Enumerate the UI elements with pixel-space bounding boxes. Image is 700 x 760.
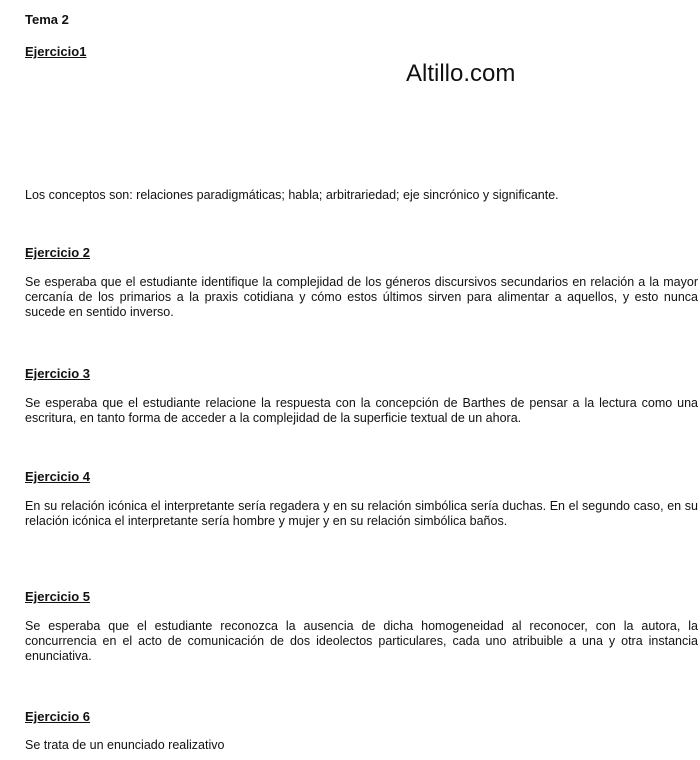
exercise-5-heading: Ejercicio 5 [25, 589, 91, 604]
exercise-6-heading: Ejercicio 6 [25, 709, 91, 724]
exercise-3-text: Se esperaba que el estudiante relacione la respuesta con la concepción de Barthes de pensar a la lectura como una escritura, en tanto forma de acceder a la complejidad de la superficie textual de un ahora. [25, 396, 698, 425]
exercise-6-text: Se trata de un enunciado realizativo [25, 738, 225, 752]
exercise-3-heading: Ejercicio 3 [25, 366, 91, 381]
exercise-1-text: Los conceptos son: relaciones paradigmáticas; habla; arbitrariedad; eje sincrónico y significante. [25, 188, 559, 202]
watermark-text: Altillo.com [406, 60, 516, 87]
exercise-4-heading: Ejercicio 4 [25, 469, 91, 484]
exercise-1-heading: Ejercicio1 [25, 44, 87, 59]
exercise-2-heading: Ejercicio 2 [25, 245, 91, 260]
exercise-4-text: En su relación icónica el interpretante sería regadera y en su relación simbólica sería duchas. En el segundo caso, en su relación icónica el interpretante sería hombre y mujer y en su relación simbólica baños. [25, 499, 698, 528]
exercise-2-text: Se esperaba que el estudiante identifique la complejidad de los géneros discursivos secundarios en relación a la mayor cercanía de los primarios a la praxis cotidiana y cómo estos últimos sirven para alimentar a aquellos, y esto nunca sucede en sentido inverso. [25, 275, 698, 319]
exercise-5-text: Se esperaba que el estudiante reconozca la ausencia de dicha homogeneidad al reconocer, con la autora, la concurrencia en el acto de comunicación de dos ideolectos particulares, cada uno atribuible a una y otra instancia enunciativa. [25, 619, 698, 663]
document-title: Tema 2 [25, 12, 69, 27]
